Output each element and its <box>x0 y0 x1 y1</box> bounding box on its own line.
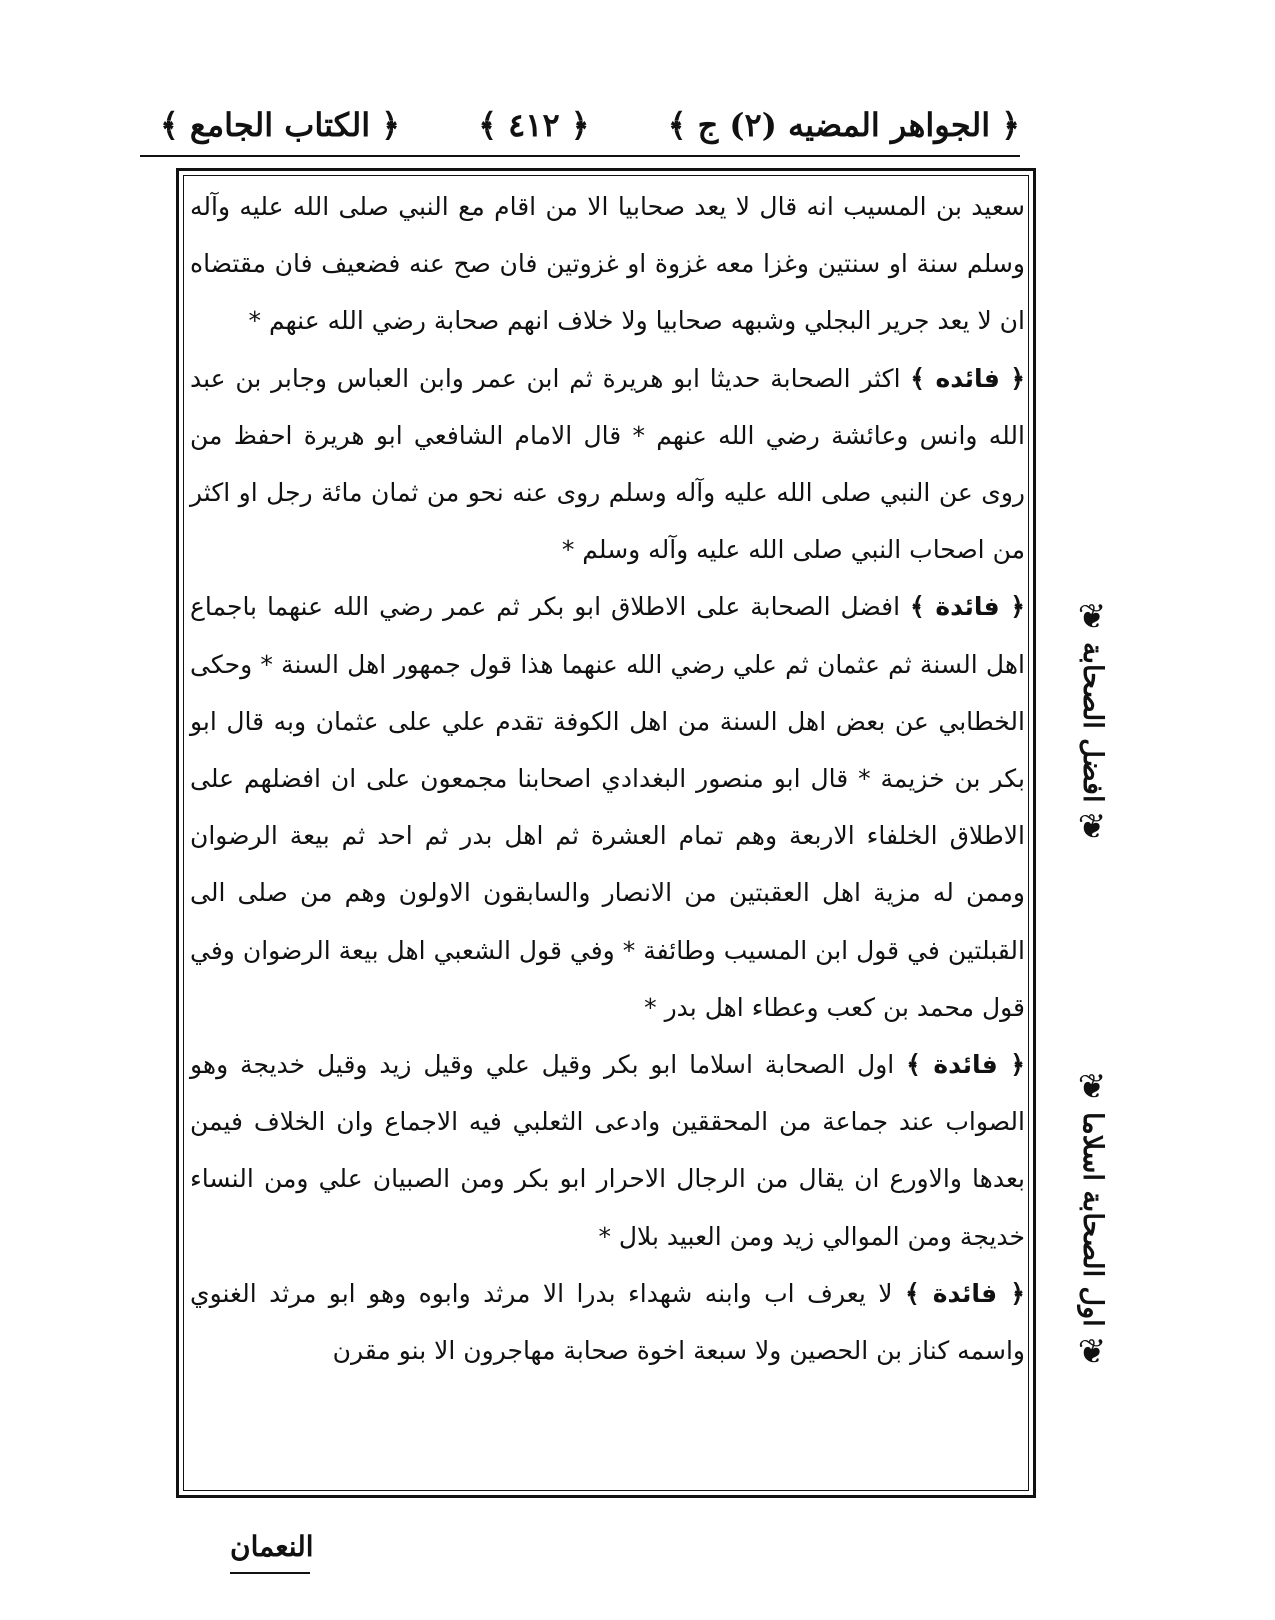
running-header <box>160 96 1020 154</box>
ornament-icon: ❦ <box>1077 597 1107 637</box>
paragraph-text: اكثر الصحابة حديثا ابو هريرة ثم ابن عمر وابن العباس وجابر بن عبد الله وانس وعائشة رضي الله عنهم * قال الامام الشافعي ابو هريرة احفظ من روى عن النبي صلى الله عليه وآله وسلم روى عنه نحو من ثمان مائة رجل او اكثر من اصحاب النبي صلى الله عليه وآله وسلم * <box>190 363 1025 565</box>
chapter-title: ﴿ الكتاب الجامع ﴾ <box>160 106 400 144</box>
ornament-icon: ❦ <box>1077 807 1107 848</box>
header-rule <box>140 155 1020 157</box>
paragraph-text: افضل الصحابة على الاطلاق ابو بكر ثم عمر رضي الله عنهما باجماع اهل السنة ثم عثمان ثم علي رضي الله عنهما هذا قول جمهور اهل السنة * وحكى الخطابي عن بعض اهل السنة من اهل الكوفة تقدم علي على عثمان وبه قال ابو بكر بن خزيمة * قال ابو منصور البغدادي اصحابنا مجمعون على ان افضلهم على الاطلاق الخلفاء الاربعة وهم تمام العشرة ثم اهل بدر ثم احد ثم بيعة الرضوان وممن له مزية اهل العقبتين من الانصار والسابقون الاولون وهم من صلى الى القبلتين في قول ابن المسيب وطائفة * وفي قول الشعبي اهل بيعة الرضوان وفي قول محمد بن كعب وعطاء اهل بدر * <box>190 592 1025 1022</box>
paragraph-text: اول الصحابة اسلاما ابو بكر وقيل علي وقيل زيد وقيل خديجة وهو الصواب عند جماعة من المحققين وادعى الثعلبي فيه الاجماع وان الخلاف فيمن بعدها والاورع ان يقال من الرجال الاحرار ابو بكر ومن الصبيان علي ومن النساء خديجة ومن الموالي زيد ومن العبيد بلال * <box>190 1050 1025 1251</box>
catchword: النعمان <box>230 1530 314 1563</box>
paragraph-lead: ﴿ فائده ﴾ <box>910 363 1025 393</box>
paragraph-text: سعيد بن المسيب انه قال لا يعد صحابيا الا من اقام مع النبي صلى الله عليه وآله وسلم سنة او سنتين وغزا معه غزوة او غزوتين فان صح عنه فضعيف فان مقتضاه ان لا يعد جرير البجلي وشبهه صحابيا ولا خلاف انهم صحابة رضي الله عنهم * <box>190 192 1025 336</box>
paragraph-lead: ﴿ فائدة ﴾ <box>906 1050 1025 1080</box>
book-title: ﴿ الجواهر المضيه (٢) ج ﴾ <box>667 106 1020 144</box>
paragraph-3 <box>190 578 1025 1036</box>
margin-gloss-1 <box>1052 597 1132 848</box>
margin-gloss-text: اول الصحابة اسلاما <box>1077 1112 1108 1327</box>
ornament-icon: ❦ <box>1077 1067 1107 1107</box>
catchword-rule <box>230 1572 310 1574</box>
paragraph-1 <box>190 178 1025 350</box>
paragraph-2 <box>190 350 1025 579</box>
paragraph-lead: ﴿ فائدة ﴾ <box>910 592 1025 622</box>
ornament-icon: ❦ <box>1077 1331 1107 1372</box>
paragraph-lead: ﴿ فائدة ﴾ <box>904 1278 1025 1308</box>
paragraph-4 <box>190 1036 1025 1265</box>
paragraph-text: لا يعرف اب وابنه شهداء بدرا الا مرثد وابوه وهو ابو مرثد الغنوي واسمه كناز بن الحصين ولا سبعة اخوة صحابة مهاجرون الا بنو مقرن <box>190 1278 1025 1366</box>
paragraph-5 <box>190 1265 1025 1379</box>
page-number: ﴿ ٤١٢ ﴾ <box>478 106 590 144</box>
margin-gloss-text: افضل الصحابة <box>1077 642 1108 803</box>
margin-gloss-2 <box>1052 1067 1132 1372</box>
main-text <box>190 178 1025 1379</box>
